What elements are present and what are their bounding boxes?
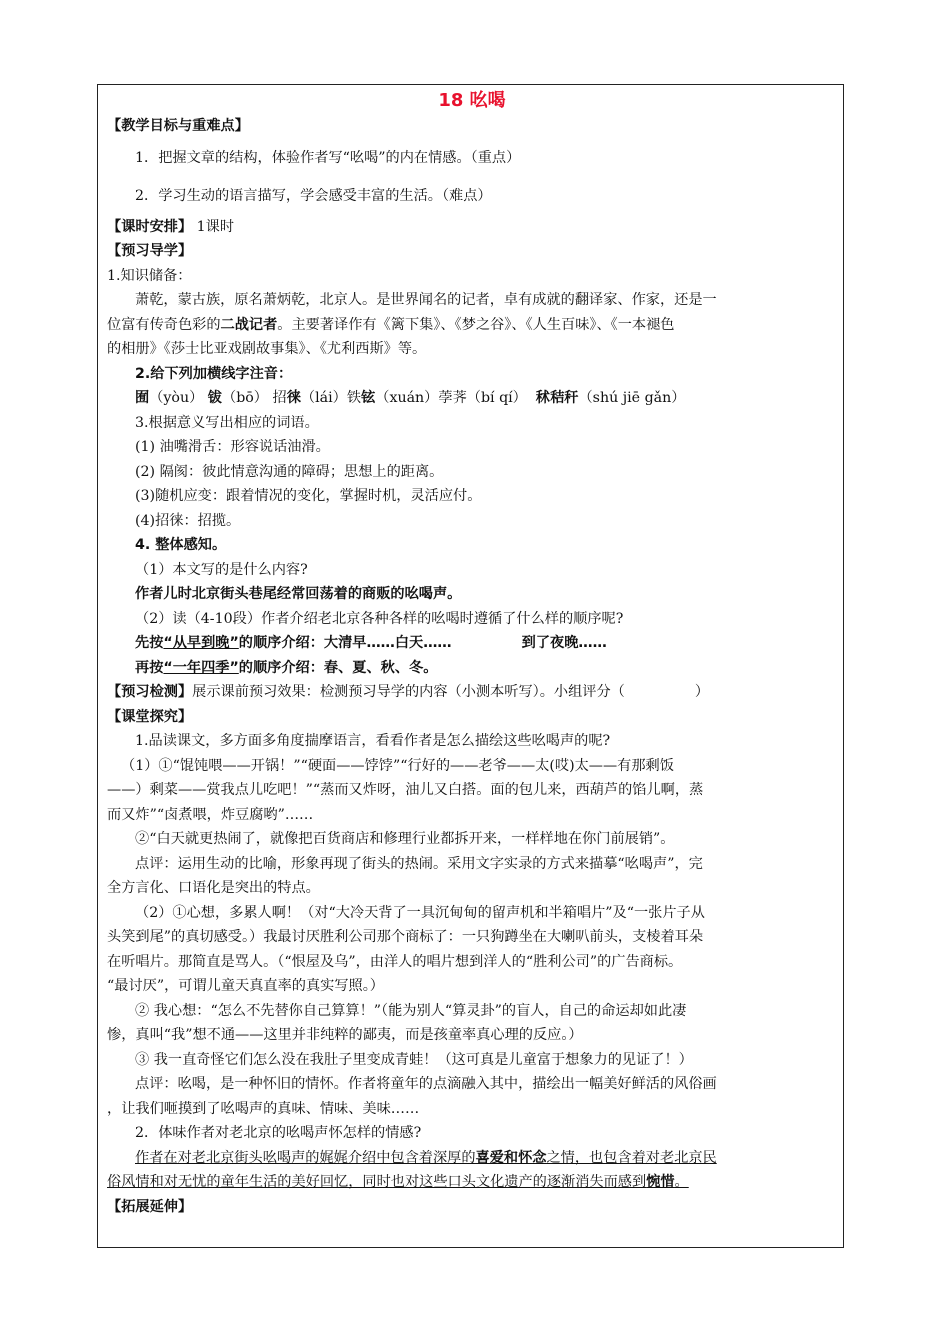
answer-1: 作者儿时北京街头巷尾经常回荡着的商贩的吆喝声。 [135,586,462,602]
inquiry-p2-line-1: （2）①心想，多累人啊！（对“大冷天背了一具沉甸甸的留声机和半箱唱片”及“一张片子从 [135,904,705,921]
inquiry-answer-line-2 [107,1170,837,1195]
schedule-heading: 【课时安排】 [107,218,193,235]
knowledge-text-3: 的相册》《莎士比亚戏剧故事集》、《尤利西斯》等。 [107,341,427,357]
document-content [107,88,837,1219]
inquiry-p1-line-4: ②“白天就更热闹了，就像把百货商店和修理行业都拆开来，一样样地在你门前展销”。 [135,831,675,847]
check-heading: 【预习检测】 [107,684,193,700]
words-label: 3.根据意义写出相应的词语。 [135,414,319,431]
comment-2-line-1: 点评：吆喝，是一种怀旧的情怀。作者将童年的点滴融入其中，描绘出一幅美好鲜活的风俗画 [135,1076,717,1092]
knowledge-text-1: 萧乾，蒙古族，原名萧炳乾，北京人。是世界闻名的记者，卓有成就的翻译家、作家，还是一 [135,292,717,308]
pinyin-word-2: 钹 [207,390,222,406]
inquiry-question-1: 1.品读课文，多方面多角度揣摩语言，看看作者是怎么描绘这些吆喝声的呢? [135,733,611,749]
pinyin-label: 2.给下列加横线字注音： [135,365,293,382]
answer-2b-underlined: “一年四季” [163,659,239,676]
answer-2-underlined: “从早到晚” [163,635,239,651]
inquiry-answer-2b: 惋惜 [646,1174,675,1190]
inquiry-answer-line-1 [107,1146,837,1171]
knowledge-text-2a: 位富有传奇色彩的 [107,316,221,333]
goal-item-1: 1．把握文章的结构，体验作者写“吆喝”的内在情感。（重点） [135,149,521,166]
inquiry-answer-1c: 之情，也包含着对老北京民 [546,1149,717,1166]
inquiry-p1-line-1: （1）①“馄饨喂——开锅！”“硬面——饽饽”“行好的——老爷——太(哎)太——有那剩饭 [121,757,674,774]
question-1: （1）本文写的是什么内容? [135,561,308,578]
inquiry-question-2: 2．体味作者对老北京的吆喝声怀怎样的情感? [135,1125,422,1141]
inquiry-p2-line-4: “最讨厌”，可谓儿童天真直率的真实写照。） [107,978,384,994]
answer-2-end: 到了夜晚…… [521,635,607,651]
pinyin-word-3b: 徕 [286,390,301,406]
inquiry-p1-line-2: ——）剩菜——赏我点儿吃吧！”“蒸而又炸呀，油儿又白搭。面的包儿来，西葫芦的馅儿啊，蒸 [107,782,704,798]
pinyin-word-4a: 铁 [346,390,362,406]
pinyin-reading-6: （shú jiē gǎn） [578,390,686,406]
pinyin-word-5: 荸荠（bí qí） [438,390,527,406]
inquiry-p2-line-5: ② 我心想：“怎么不先替你自己算算！”（能为别人“算灵卦”的盲人，自己的命运却如此凄 [135,1002,687,1019]
inquiry-p2-line-6: 惨，真叫“我”想不通——这里并非纯粹的鄙夷，而是孩童率真心理的反应。） [107,1027,583,1043]
answer-2-post: 的顺序介绍：大清早……白天…… [238,635,452,651]
overall-label: 4. 整体感知。 [135,537,227,553]
inquiry-answer-1b: 喜爱和怀念 [475,1149,547,1166]
knowledge-highlight: 二战记者 [220,316,278,333]
check-row [107,680,837,705]
pinyin-reading-2: （bō） [222,390,268,406]
preview-heading: 【预习导学】 [107,243,193,259]
comment-1-line-2: 全方言化、口语化是突出的特点。 [107,880,320,896]
inquiry-p1-line-3: 而又炸”“卤煮喂，炸豆腐哟”…… [107,806,314,823]
inquiry-answer-2c: 。 [674,1174,689,1190]
pinyin-word-1: 囿 [135,390,150,406]
inquiry-answer-1a: 作者在对老北京街头吆喝声的娓娓介绍中包含着深厚的 [135,1149,476,1166]
word-item-2: (2) 隔阂：彼此情意沟通的障碍；思想上的距离。 [135,463,444,480]
pinyin-word-3a: 招 [272,390,287,406]
answer-2-line-1 [107,631,837,656]
pinyin-reading-3: （lái） [300,390,347,406]
check-close: ） [694,684,710,700]
answer-2b-post: 的顺序介绍：春、夏、秋、冬。 [238,659,438,676]
comment-2-line-2: ，让我们咂摸到了吆喝声的真味、情味、美味…… [107,1100,420,1117]
pinyin-line [107,386,837,411]
answer-2b-pre: 再按 [135,659,164,676]
inquiry-heading: 【课堂探究】 [107,708,193,725]
inquiry-p2-line-2: 头笑到尾”的真切感受。）我最讨厌胜利公司那个商标了：一只狗蹲坐在大喇叭前头，支棱着耳朵 [107,929,704,945]
check-text: 展示课前预习效果：检测预习导学的内容（小测本听写）。小组评分（ [192,684,625,700]
inquiry-p2-line-7: ③ 我一直奇怪它们怎么没在我肚子里变成青蛙！（这可真是儿童富于想象力的见证了！） [135,1051,693,1068]
pinyin-word-4b: 铉 [361,390,376,406]
inquiry-p2-line-3: 在听唱片。那简直是骂人。（“恨屋及乌”，由洋人的唱片想到洋人的“胜利公司”的广告商标。 [107,953,683,970]
word-item-1: (1) 油嘴滑舌：形容说话油滑。 [135,439,330,455]
question-2: （2）读（4-10段）作者介绍老北京各种各样的吆喝时遵循了什么样的顺序呢? [135,610,624,627]
answer-2-line-2 [107,656,837,681]
pinyin-reading-4: （xuán） [375,390,439,406]
pinyin-word-6: 秫秸秆 [535,390,579,406]
knowledge-text-2c: 。主要著译作有《篱下集》、《梦之谷》、《人生百味》、《一本褪色 [277,316,675,333]
goal-item-2: 2．学习生动的语言描写，学会感受丰富的生活。（难点） [135,187,492,204]
schedule-value: 1课时 [196,218,235,235]
knowledge-text-2 [107,313,837,338]
answer-2-pre: 先按 [135,635,164,651]
knowledge-label: 1.知识储备： [107,267,192,284]
pinyin-reading-1: （yòu） [149,390,204,406]
schedule-row [107,215,837,240]
inquiry-answer-2a: 俗风情和对无忧的童年生活的美好回忆，同时也对这些口头文化遗产的逐渐消失而感到 [107,1174,647,1190]
extension-heading: 【拓展延伸】 [107,1198,193,1215]
page-title: 18 吆喝 [438,90,506,111]
goals-heading: 【教学目标与重难点】 [107,118,249,134]
comment-1-line-1: 点评：运用生动的比喻，形象再现了街头的热闹。采用文字实录的方式来描摹“吆喝声”，完 [135,855,703,872]
word-item-3: (3)随机应变：跟着情况的变化，掌握时机，灵活应付。 [135,488,482,504]
word-item-4: (4)招徕：招揽。 [135,512,241,529]
